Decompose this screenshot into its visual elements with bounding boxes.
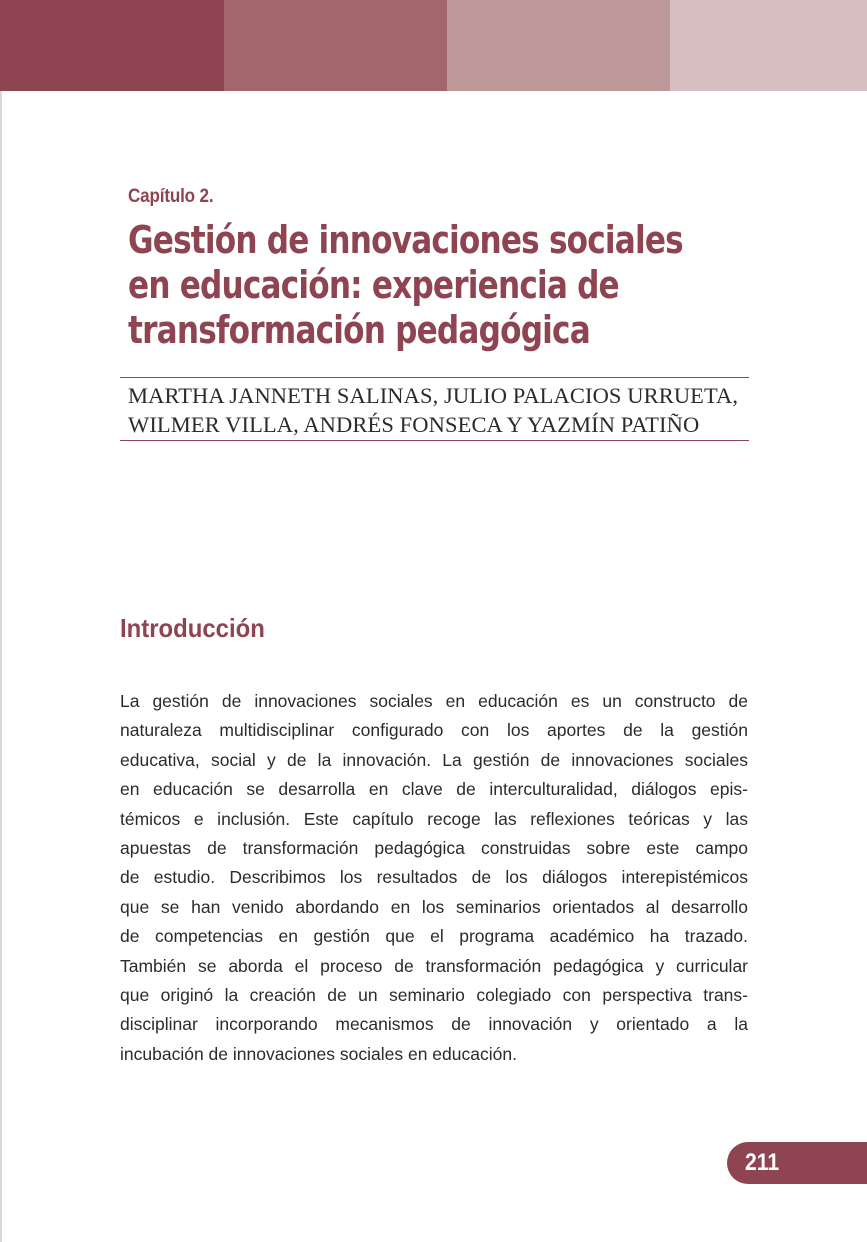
introduction-paragraph bbox=[120, 687, 748, 1069]
chapter-title bbox=[128, 218, 683, 353]
paragraph-line: La gestión de innovaciones sociales en educación es un constructo de bbox=[120, 691, 748, 711]
paragraph-line: También se aborda el proceso de transformación pedagógica y curricular bbox=[120, 955, 748, 976]
section-heading: Introducción bbox=[120, 613, 265, 643]
paragraph-line: en educación se desarrolla en clave de interculturalidad, diálogos epis- bbox=[120, 779, 748, 800]
paragraph-line: naturaleza multidisciplinar configurado con los aportes de la gestión bbox=[120, 720, 748, 741]
paragraph-line: de estudio. Describimos los resultados de los diálogos interepistémicos bbox=[120, 867, 748, 888]
paragraph-line: incubación de innovaciones sociales en educación. bbox=[120, 1043, 517, 1064]
authors-line: WILMER VILLA, ANDRÉS FONSECA Y YAZMÍN PATIÑO bbox=[128, 412, 700, 437]
paragraph-line: disciplinar incorporando mecanismos de innovación y orientado a la bbox=[120, 1014, 748, 1035]
paragraph-line: témicos e inclusión. Este capítulo recoge las reflexiones teóricas y las bbox=[120, 808, 748, 829]
authors-top-rule bbox=[120, 377, 749, 378]
chapter-title-line: Gestión de innovaciones sociales bbox=[128, 218, 683, 262]
header-band-4 bbox=[670, 0, 867, 91]
chapter-title-line: en educación: experiencia de bbox=[128, 263, 619, 307]
page-number: 211 bbox=[745, 1149, 780, 1176]
authors-block bbox=[128, 381, 738, 439]
header-band-3 bbox=[447, 0, 670, 91]
paragraph-line: que se han venido abordando en los seminarios orientados al desarrollo bbox=[120, 896, 748, 917]
paragraph-line: de competencias en gestión que el programa académico ha trazado. bbox=[120, 926, 748, 947]
paragraph-line: que originó la creación de un seminario colegiado con perspectiva trans- bbox=[120, 985, 748, 1006]
paragraph-line: educativa, social y de la innovación. La gestión de innovaciones sociales bbox=[120, 749, 748, 770]
header-band-1 bbox=[0, 0, 224, 91]
header-band-2 bbox=[224, 0, 447, 91]
authors-bottom-rule bbox=[120, 440, 749, 441]
paragraph-line: apuestas de transformación pedagógica construidas sobre este campo bbox=[120, 838, 748, 859]
chapter-title-line: transformación pedagógica bbox=[128, 308, 590, 352]
page-left-edge bbox=[0, 0, 2, 1242]
chapter-label: Capítulo 2. bbox=[128, 186, 214, 207]
authors-line: MARTHA JANNETH SALINAS, JULIO PALACIOS URRUETA, bbox=[128, 383, 739, 408]
